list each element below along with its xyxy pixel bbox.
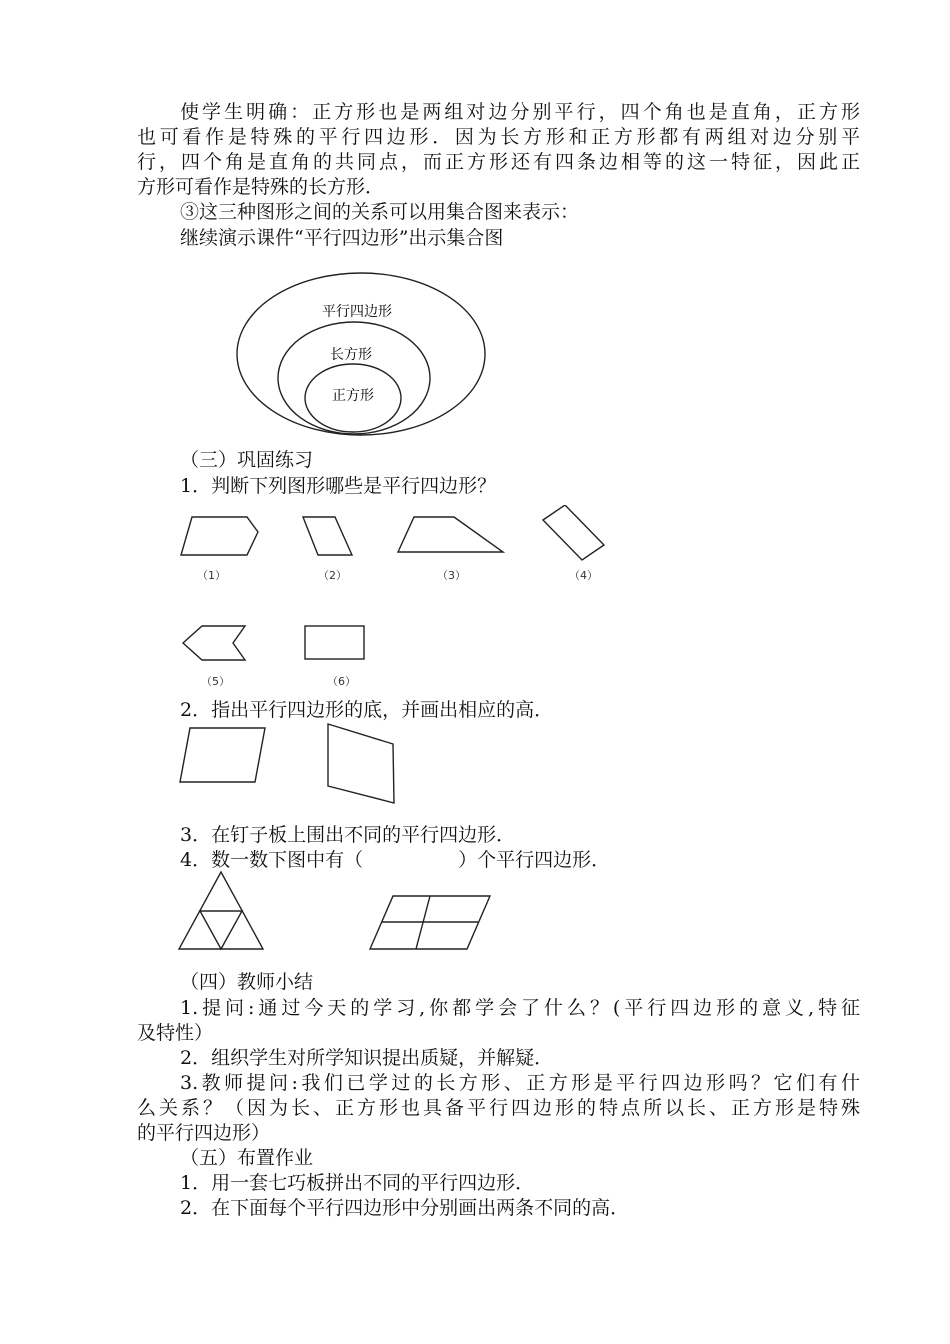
shape-label: （6）	[327, 675, 356, 688]
shape-label: （5）	[201, 675, 230, 688]
paragraph-line: 也可看作是特殊的平行四边形．因为长方形和正方形都有两组对边分别平	[137, 126, 860, 148]
outer-label: 平行四边形	[322, 304, 392, 320]
parallelogram-a	[180, 728, 265, 782]
section-heading: （三）巩固练习	[180, 449, 314, 471]
paragraph-line: ③这三种图形之间的关系可以用集合图来表示：	[180, 201, 580, 223]
homework-line: 2．在下面每个平行四边形中分别画出两条不同的高．	[180, 1197, 630, 1219]
shape-label: （1）	[197, 569, 226, 582]
counting-figures	[170, 868, 500, 956]
question-3: 3．在钉子板上围出不同的平行四边形．	[180, 824, 516, 846]
section-heading: （五）布置作业	[180, 1147, 314, 1169]
shape-3	[398, 517, 503, 552]
shape-6	[305, 626, 364, 659]
paragraph-line: 行，四个角是直角的共同点，而正方形还有四条边相等的这一特征，因此正	[137, 151, 860, 173]
summary-line: 么关系？（因为长、正方形也具备平行四边形的特点所以长、正方形是特殊	[137, 1097, 860, 1119]
shape-4	[543, 505, 604, 560]
set-diagram	[230, 270, 492, 440]
question-2: 2．指出平行四边形的底，并画出相应的高．	[180, 699, 554, 721]
middle-label: 长方形	[330, 347, 372, 363]
parallelogram-b	[328, 724, 394, 803]
question-4: 4．数一数下图中有（ ）个平行四边形．	[180, 849, 611, 871]
summary-line: 1.提问:通过今天的学习,你都学会了什么？(平行四边形的意义,特征	[180, 997, 860, 1019]
shape-label: （4）	[569, 569, 598, 582]
shape-label: （3）	[437, 569, 466, 582]
paragraph-line: 使学生明确：正方形也是两组对边分别平行，四个角也是直角，正方形	[180, 101, 860, 123]
shape-5	[183, 626, 245, 660]
exercise-shapes	[170, 505, 620, 680]
question-1: 1．判断下列图形哪些是平行四边形？	[180, 475, 497, 497]
homework-line: 1．用一套七巧板拼出不同的平行四边形．	[180, 1172, 535, 1194]
shape-label: （2）	[318, 569, 347, 582]
shape-1	[181, 517, 258, 555]
inner-label: 正方形	[332, 388, 374, 404]
summary-line: 的平行四边形）	[137, 1122, 271, 1144]
shape-2	[303, 517, 352, 555]
inner-triangle	[200, 911, 242, 949]
paragraph-line: 方形可看作是特殊的长方形．	[137, 176, 385, 198]
base-height-shapes	[170, 720, 410, 810]
middle-ellipse	[278, 322, 430, 434]
section-heading: （四）教师小结	[180, 971, 314, 993]
paragraph-line: 继续演示课件“平行四边形”出示集合图	[180, 227, 504, 249]
summary-line: 2．组织学生对所学知识提出质疑，并解疑．	[180, 1047, 554, 1069]
summary-line: 3.教师提问:我们已学过的长方形、正方形是平行四边形吗？它们有什	[180, 1072, 860, 1094]
summary-line: 及特性）	[137, 1022, 214, 1044]
